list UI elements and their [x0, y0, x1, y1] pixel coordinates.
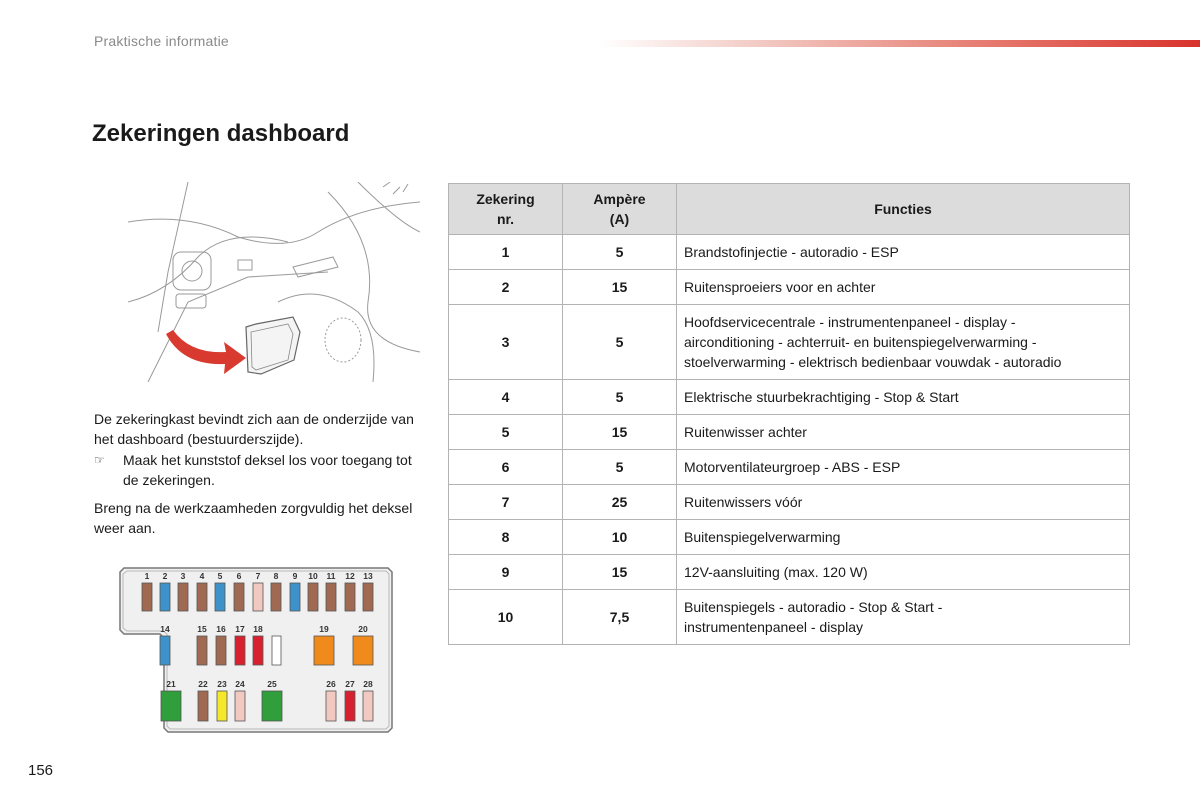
fuse-12: [345, 583, 355, 611]
header-fuse-number: Zekering nr.: [449, 184, 563, 235]
functions-cell: [677, 235, 1130, 270]
function-line: Motorventilateurgroep - ABS - ESP: [684, 459, 901, 475]
fuse-5: [215, 583, 225, 611]
table-row: [449, 555, 1130, 590]
table-row: [449, 235, 1130, 270]
fuse-13: [363, 583, 373, 611]
fuse-label-1: 1: [144, 571, 150, 581]
ampere-cell: 10: [563, 520, 677, 555]
function-line: Buitenspiegels - autoradio - Stop & Start -: [684, 599, 943, 615]
table-row: [449, 305, 1130, 380]
functions-cell: [677, 520, 1130, 555]
fusebox-diagram: [118, 562, 394, 734]
fuse-label-20: 20: [358, 624, 368, 634]
fuse-label-25: 25: [267, 679, 277, 689]
ampere-cell: 5: [563, 380, 677, 415]
functions-cell: [677, 270, 1130, 305]
fuse-17: [235, 636, 245, 665]
table-row: [449, 450, 1130, 485]
red-arrow-icon: [166, 330, 246, 374]
instruction-item: [94, 450, 426, 490]
fuse-14: [160, 636, 170, 665]
fuse-26: [326, 691, 336, 721]
page-number: 156: [28, 762, 54, 779]
fuse-label-3: 3: [180, 571, 186, 581]
ampere-cell: 15: [563, 270, 677, 305]
fuse-24: [235, 691, 245, 721]
fuse-label-17: 17: [235, 624, 245, 634]
fuse-number-cell: 10: [449, 590, 563, 645]
fuse-number-cell: 1: [449, 235, 563, 270]
function-line: stoelverwarming - elektrisch bedienbaar vouwdak - autoradio: [684, 354, 1062, 370]
fuse-16: [216, 636, 226, 665]
ampere-cell: 5: [563, 235, 677, 270]
function-line: instrumentenpaneel - display: [684, 619, 863, 635]
fuse-label-15: 15: [197, 624, 207, 634]
table-row: [449, 380, 1130, 415]
fuse-number-cell: 9: [449, 555, 563, 590]
fuse-number-cell: 6: [449, 450, 563, 485]
fuse-22: [198, 691, 208, 721]
ampere-cell: 7,5: [563, 590, 677, 645]
function-line: Buitenspiegelverwarming: [684, 529, 841, 545]
functions-cell: [677, 450, 1130, 485]
fuse-1: [142, 583, 152, 611]
fuse-19: [314, 636, 334, 665]
ampere-cell: 25: [563, 485, 677, 520]
fuse-label-22: 22: [198, 679, 208, 689]
header-ampere: Ampère (A): [563, 184, 677, 235]
fuse-label-11: 11: [326, 571, 336, 581]
fuse-label-14: 14: [160, 624, 170, 634]
table-row: [449, 485, 1130, 520]
fuse-9: [290, 583, 300, 611]
fuse-number-cell: 5: [449, 415, 563, 450]
fuse-label-10: 10: [308, 571, 318, 581]
fuse-label-26: 26: [326, 679, 336, 689]
ampere-cell: 5: [563, 450, 677, 485]
fuse-number-cell: 2: [449, 270, 563, 305]
fuse-label-12: 12: [345, 571, 355, 581]
table-row: [449, 415, 1130, 450]
fuse-label-23: 23: [217, 679, 227, 689]
fuse-number-cell: 7: [449, 485, 563, 520]
fuse-blank: [272, 636, 281, 665]
fuse-number-cell: 4: [449, 380, 563, 415]
table-header-row: [449, 184, 1130, 235]
fuse-2: [160, 583, 170, 611]
instruction-text: Maak het kunststof deksel los voor toegang tot de zekeringen.: [123, 452, 412, 488]
fuse-10: [308, 583, 318, 611]
pointing-hand-icon: ☞: [94, 453, 105, 467]
page-title: Zekeringen dashboard: [92, 120, 350, 147]
table-row: [449, 270, 1130, 305]
dashboard-fusebox-cover-illustration: [128, 182, 420, 382]
fuse-11: [326, 583, 336, 611]
ampere-cell: 15: [563, 555, 677, 590]
fuse-label-6: 6: [236, 571, 242, 581]
location-description: De zekeringkast bevindt zich aan de onderzijde van het dashboard (bestuurderszijde).: [94, 411, 414, 447]
fuse-label-4: 4: [199, 571, 205, 581]
refit-note: Breng na de werkzaamheden zorgvuldig het deksel weer aan.: [94, 500, 413, 536]
fuse-15: [197, 636, 207, 665]
fuse-8: [271, 583, 281, 611]
fuse-label-19: 19: [319, 624, 329, 634]
fuse-label-18: 18: [253, 624, 263, 634]
fuse-28: [363, 691, 373, 721]
fuse-label-24: 24: [235, 679, 245, 689]
fuse-table-body: [449, 235, 1130, 645]
fuse-number-cell: 8: [449, 520, 563, 555]
function-line: Brandstofinjectie - autoradio - ESP: [684, 244, 899, 260]
fuse-23: [217, 691, 227, 721]
ampere-cell: 5: [563, 305, 677, 380]
fuse-label-27: 27: [345, 679, 355, 689]
fuse-label-16: 16: [216, 624, 226, 634]
functions-cell: [677, 305, 1130, 380]
fuse-4: [197, 583, 207, 611]
function-line: Ruitenwissers vóór: [684, 494, 803, 510]
function-line: Elektrische stuurbekrachtiging - Stop & Start: [684, 389, 959, 405]
fuse-7: [253, 583, 263, 611]
fuse-27: [345, 691, 355, 721]
fuse-6: [234, 583, 244, 611]
table-row: [449, 520, 1130, 555]
section-label: Praktische informatie: [94, 33, 229, 49]
function-line: Ruitenwisser achter: [684, 424, 807, 440]
header-functions: Functies: [677, 184, 1130, 235]
fuse-18: [253, 636, 263, 665]
fuse-table: [448, 183, 1130, 645]
function-line: Hoofdservicecentrale - instrumentenpaneel - display -: [684, 314, 1016, 330]
fuse-label-21: 21: [166, 679, 176, 689]
fuse-25: [262, 691, 282, 721]
fuse-label-28: 28: [363, 679, 373, 689]
fuse-label-8: 8: [273, 571, 279, 581]
function-line: 12V-aansluiting (max. 120 W): [684, 564, 868, 580]
fuse-label-7: 7: [255, 571, 261, 581]
function-line: airconditioning - achterruit- en buitenspiegelverwarming -: [684, 334, 1037, 350]
header-accent-bar: [600, 40, 1200, 47]
fuse-label-5: 5: [217, 571, 223, 581]
fuse-label-2: 2: [162, 571, 168, 581]
fuse-21: [161, 691, 181, 721]
fuse-20: [353, 636, 373, 665]
functions-cell: [677, 380, 1130, 415]
fuse-label-13: 13: [363, 571, 373, 581]
function-line: Ruitensproeiers voor en achter: [684, 279, 876, 295]
functions-cell: [677, 415, 1130, 450]
table-row: [449, 590, 1130, 645]
functions-cell: [677, 485, 1130, 520]
ampere-cell: 15: [563, 415, 677, 450]
functions-cell: [677, 590, 1130, 645]
fuse-label-9: 9: [292, 571, 298, 581]
fuse-number-cell: 3: [449, 305, 563, 380]
functions-cell: [677, 555, 1130, 590]
fuse-3: [178, 583, 188, 611]
